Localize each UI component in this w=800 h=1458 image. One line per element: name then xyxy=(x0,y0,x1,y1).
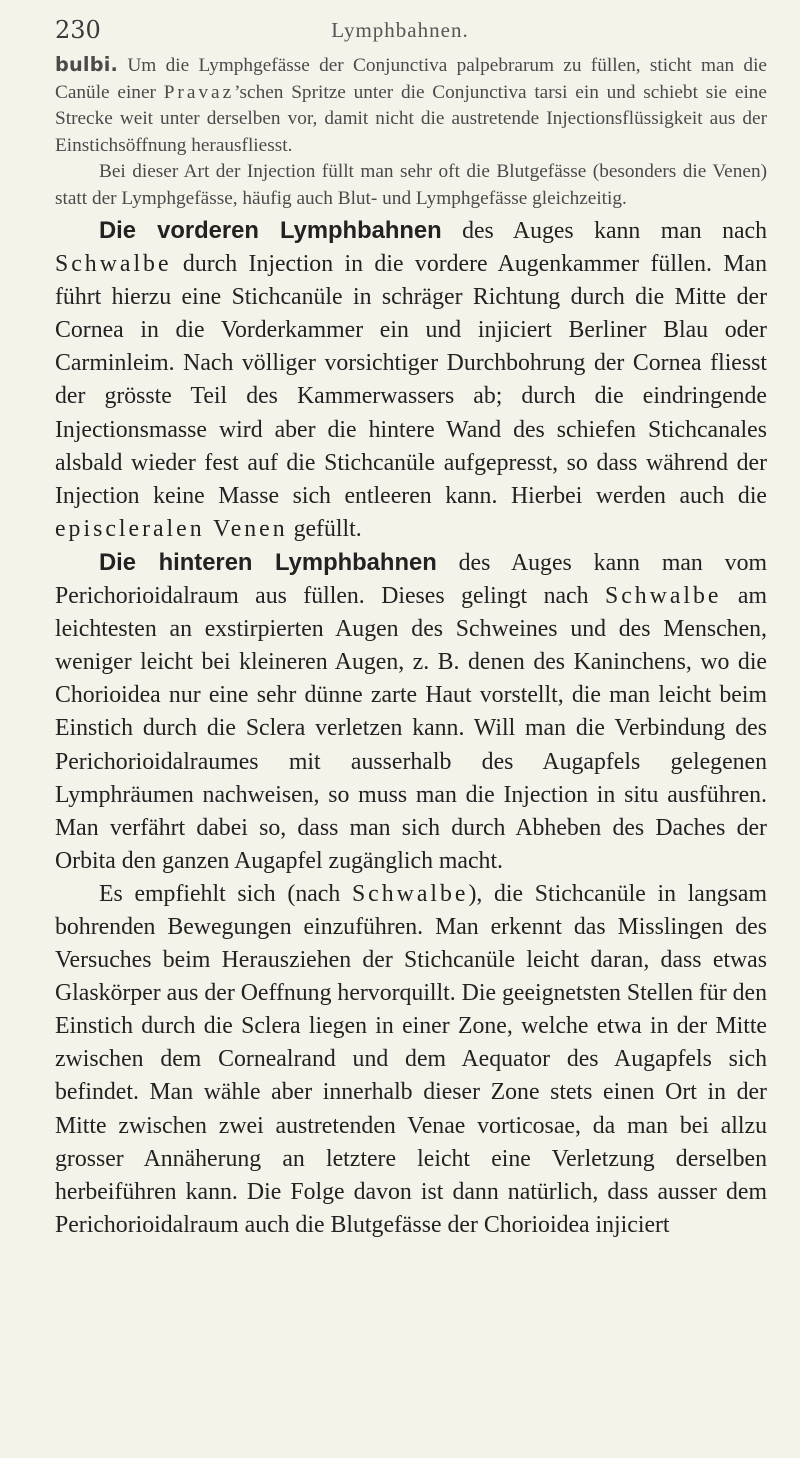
author-name-schwalbe: Schwalbe xyxy=(55,251,172,278)
term-episcleral-veins: episcleralen Venen xyxy=(55,515,288,542)
author-name-pravaz: Pravaz xyxy=(163,81,235,103)
author-name-schwalbe: Schwalbe xyxy=(604,583,722,610)
paragraph-text: des Auges kann man nach xyxy=(441,218,767,244)
author-name-schwalbe: Schwalbe xyxy=(351,880,469,907)
term-anterior-lymph: Die vorderen Lymphbahnen xyxy=(99,217,442,244)
paragraph-text: ’schen Spritze unter die Conjunctiva tarsi ein und schiebt sie eine Strecke weit unter derselben vor, damit nicht die austretende Injectionsflüssigkeit aus der Einstichsöffnung herausfliesst. xyxy=(55,81,767,156)
paragraph-text: ), die Stichcanüle in langsam bohrenden Bewegungen einzuführen. Man erkennt das Misslingen des Versuches beim Herausziehen der Stichcanüle leicht daran, dass etwas Glaskörper aus der Oeffnung hervorquillt. Die geeignetsten Stellen für den Einstich durch die Sclera liegen in einer Zone, welche etwa in der Mitte zwischen dem Cornealrand und dem Aequator des Augapfels sich befindet. Man wähle aber innerhalb dieser Zone stets einen Ort in der Mitte zwischen zwei austretenden Venae vorticosae, da man bei allzu grosser Annäherung an letztere leicht eine Verletzung derselben herbeiführen kann. Die Folge davon ist dann natürlich, dass ausser dem Perichorioidalraum auch die Blutgefässe der Chorioidea injiciert xyxy=(55,880,767,1238)
paragraph-text: am leichtesten an exstirpierten Augen des Schweines und des Menschen, weniger leicht bei kleineren Augen, z. B. denen des Kaninchens, wo die Chorioidea nur eine sehr dünne zarte Haut vorstellt, die man leicht beim Einstich durch die Sclera verletzen kann. Will man die Verbindung des Perichorioidalraumes mit ausserhalb des Augapfels gelegenen Lymphräumen nachweisen, so muss man die Injection in situ ausführen. Man verfährt dabei so, dass man sich durch Abheben des Daches der Orbita den ganzen Augapfel zugänglich macht. xyxy=(55,583,767,874)
paragraph-text: des Auges kann man vom Perichorioidalraum aus füllen. Dieses gelingt nach xyxy=(55,549,767,610)
paragraph-text: Um die Lymphgefässe der Conjunctiva palpebrarum zu füllen, sticht man die Canüle einer xyxy=(55,55,767,103)
page-number: 230 xyxy=(55,16,101,44)
paragraph-text: Es empfiehlt sich (nach xyxy=(99,880,352,907)
term-posterior-lymph: Die hinteren Lymphbahnen xyxy=(99,548,437,576)
paragraph-posterior-lymph xyxy=(55,546,767,878)
paragraph-injection-technique xyxy=(55,878,767,1242)
paragraph-lymph-conjunctiva xyxy=(55,52,767,159)
page-header xyxy=(55,12,745,46)
running-head: Lymphbahnen. xyxy=(331,18,469,42)
term-bulbi: bulbi. xyxy=(55,53,119,76)
paragraph-text: durch Injection in die vordere Augenkammer füllen. Man führt hierzu eine Stichcanüle in schräger Richtung durch die Mitte der Cornea in die Vorderkammer ein und injiciert Berliner Blau oder Carminleim. Nach völliger vorsichtiger Durchbohrung der Cornea fliesst der grösste Teil des Kammerwassers ab; durch die eindringende Injectionsmasse wird aber die hintere Wand des schiefen Stichcanales alsbald wieder fest auf die Stichcanüle aufgepresst, so dass während der Injection keine Masse sich entleeren kann. Hierbei werden auch die xyxy=(55,251,767,509)
body-text xyxy=(55,52,767,1242)
paragraph-text: gefüllt. xyxy=(287,515,362,542)
paragraph-anterior-lymph xyxy=(55,214,767,546)
paragraph-blood-vessels-note xyxy=(55,159,767,212)
paragraph-text: Bei dieser Art der Injection füllt man sehr oft die Blutgefässe (besonders die Venen) statt der Lymphgefässe, häufig auch Blut- und Lymphgefässe gleichzeitig. xyxy=(55,161,767,209)
